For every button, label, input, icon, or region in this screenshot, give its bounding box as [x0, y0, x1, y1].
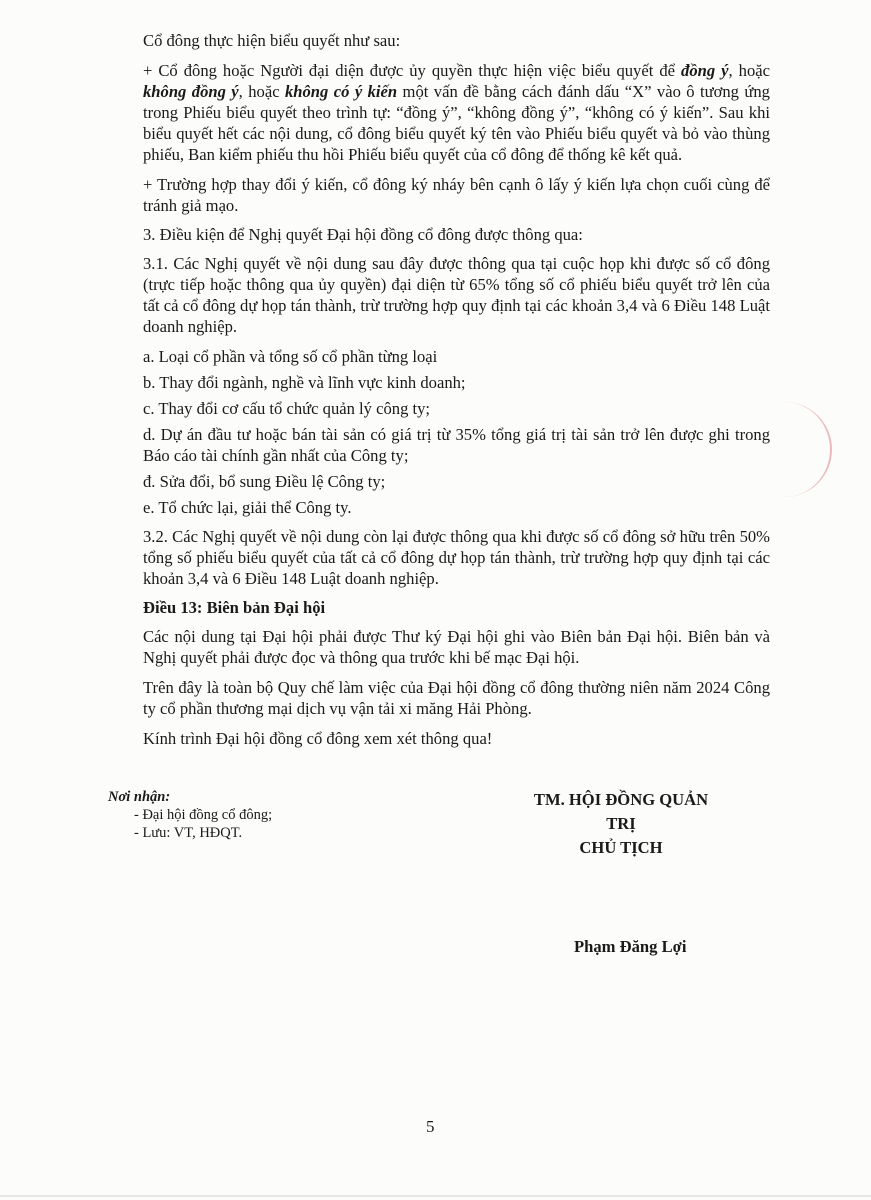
- board-line-1: TM. HỘI ĐỒNG QUẢN TRỊ: [533, 790, 709, 833]
- page-number: 5: [426, 1117, 435, 1136]
- condition-3-2: 3.2. Các Nghị quyết về nội dung còn lại được thông qua khi được số cổ đông sở hữu trên 50% tổng số phiếu biểu quyết của tất cả cổ đông dự họp tán thành, trừ trường hợp quy định tại các khoản 3,4 và 6 Điều 148 Luật doanh nghiệp.: [143, 527, 770, 588]
- list-item: đ. Sửa đổi, bổ sung Điều lệ Công ty;: [143, 472, 386, 491]
- conditions-title: 3. Điều kiện để Nghị quyết Đại hội đồng cổ đông được thông qua:: [143, 225, 583, 244]
- condition-list: [143, 346, 770, 518]
- recipient-item: - Lưu: VT, HĐQT.: [134, 825, 243, 841]
- voting-intro: Cổ đông thực hiện biểu quyết như sau:: [143, 31, 401, 50]
- signature-area: [108, 788, 808, 968]
- list-item: e. Tổ chức lại, giải thể Công ty.: [143, 498, 352, 517]
- recipients-title: Nơi nhận:: [108, 789, 171, 805]
- scan-edge: [0, 1195, 871, 1197]
- closing-request: Kính trình Đại hội đồng cổ đông xem xét thông qua!: [143, 729, 493, 748]
- list-item: a. Loại cổ phần và tổng số cổ phần từng loại: [143, 347, 438, 366]
- closing-paragraph: Trên đây là toàn bộ Quy chế làm việc của Đại hội đồng cổ đông thường niên năm 2024 Công ty cổ phần thương mại dịch vụ vận tải xi măng Hải Phòng.: [143, 678, 770, 718]
- emphasis-disagree: không đồng ý: [143, 82, 239, 101]
- list-item: b. Thay đổi ngành, nghề và lĩnh vực kinh doanh;: [143, 373, 466, 392]
- recipient-item: - Đại hội đồng cổ đông;: [134, 807, 273, 823]
- board-title: [526, 788, 716, 860]
- condition-3-1: 3.1. Các Nghị quyết về nội dung sau đây được thông qua tại cuộc họp khi được số cổ đông (trực tiếp hoặc thông qua ủy quyền) đại diện từ 65% tổng số cổ phiếu biểu quyết trở lên của tất cả cổ đông dự họp tán thành, trừ trường hợp quy định tại các khoản 3,4 và 6 Điều 148 Luật doanh nghiệp.: [143, 254, 770, 336]
- document-body: [143, 30, 770, 755]
- article-13-body: Các nội dung tại Đại hội phải được Thư ký Đại hội ghi vào Biên bản Đại hội. Biên bản và Nghị quyết phải được đọc và thông qua trước khi bế mạc Đại hội.: [143, 627, 770, 667]
- list-item: d. Dự án đầu tư hoặc bán tài sản có giá trị từ 35% tổng giá trị tài sản trở lên được ghi trong Báo cáo tài chính gần nhất của Công ty;: [143, 425, 770, 465]
- voting-paragraph-1: + Cổ đông hoặc Người đại diện được ủy quyền thực hiện việc biểu quyết để đồng ý, hoặc không đồng ý, hoặc không có ý kiến một vấn đề bằng cách đánh dấu “X” vào ô tương ứng trong Phiếu biểu quyết theo trình tự: “đồng ý”, “không đồng ý”, “không có ý kiến”. Sau khi biểu quyết hết các nội dung, cổ đông biểu quyết ký tên vào Phiếu biểu quyết và bỏ vào thùng phiếu, Ban kiểm phiếu thu hồi Phiếu biểu quyết của cổ đông để thống kê kết quả.: [143, 61, 770, 164]
- emphasis-agree: đồng ý: [681, 61, 729, 80]
- board-line-2: CHỦ TỊCH: [579, 838, 663, 857]
- emphasis-no-opinion: không có ý kiến: [284, 82, 398, 101]
- signer-name: Phạm Đăng Lợi: [574, 937, 687, 956]
- list-item: c. Thay đổi cơ cấu tổ chức quản lý công ty;: [143, 399, 431, 418]
- article-13-title: Điều 13: Biên bản Đại hội: [143, 598, 326, 617]
- seal-stamp-edge: [770, 402, 832, 497]
- recipients: [108, 788, 272, 842]
- voting-paragraph-2: + Trường hợp thay đổi ý kiến, cổ đông ký nháy bên cạnh ô lấy ý kiến lựa chọn cuối cùng để tránh giả mạo.: [143, 175, 770, 215]
